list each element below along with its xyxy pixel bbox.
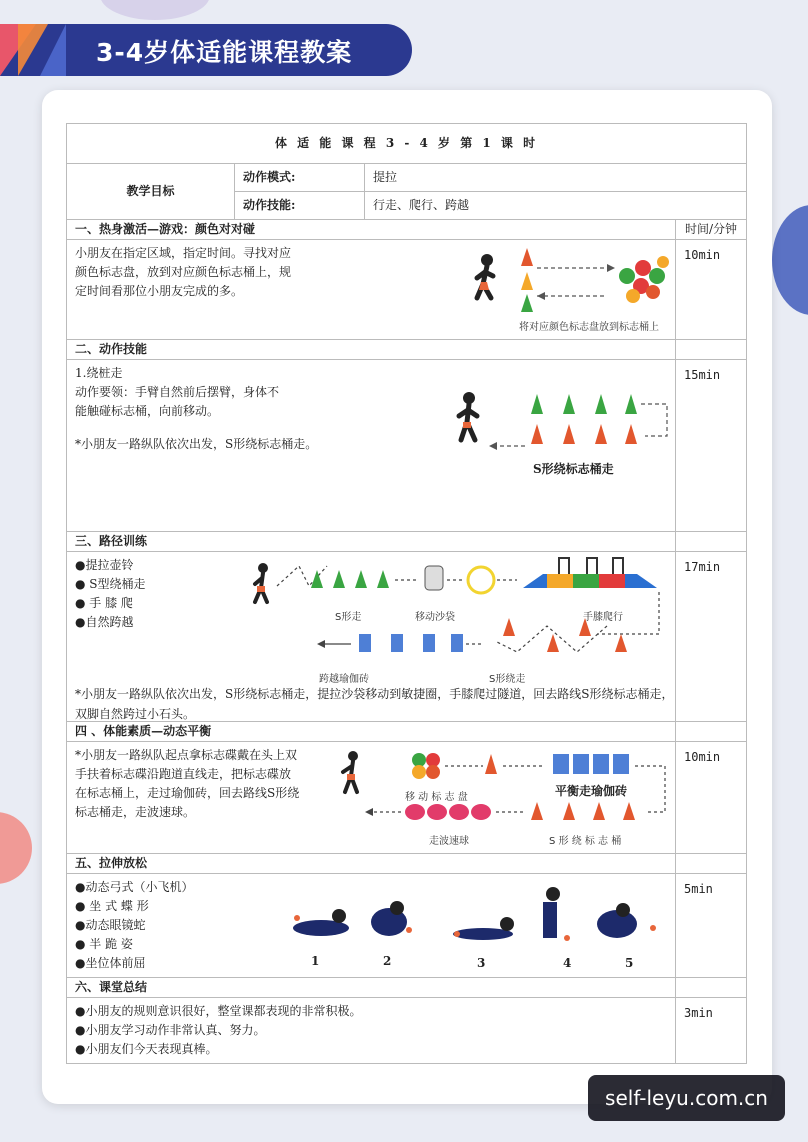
list-item: ●小朋友的规则意识很好，整堂课都表现的非常积极。 [75,1004,362,1018]
mode-value: 提拉 [365,164,747,192]
list-item: ●动态眼镜蛇 [75,918,146,932]
running-child-icon [343,751,358,792]
kettlebell-icon [425,566,443,590]
lesson-table [66,123,747,1064]
running-child-icon [477,254,493,298]
page-banner [0,24,412,76]
agility-ring-icon [468,567,494,593]
cone-icons [531,802,635,820]
lesson-title: 体 适 能 课 程 3 - 4 岁 第 1 课 时 [67,124,747,164]
stretch-pose-icon [293,887,637,940]
running-child-icon [459,392,477,440]
illustration-label: 手膝爬行 [583,612,623,623]
text-line: 颜色标志盘，放到对应颜色标志桶上，规 [75,265,292,279]
section-heading: 五、拉伸放松 [67,854,676,874]
section-note: *小朋友一路纵队依次出发，S形绕标志桶走，提拉沙袋移动到敏捷圈，手膝爬过隧道，回去路线S形绕标志桶走，双脚自然跨过小石头。 [75,687,674,721]
skill-label: 动作技能: [235,192,365,220]
pose-number: 2 [383,954,392,968]
text-line: *小朋友一路纵队依次出发，S形绕标志桶走。 [75,437,318,451]
section-body [67,240,676,340]
text-line: 在标志桶上，走过瑜伽砖，回去路线S形绕 [75,786,300,800]
color-match-illustration [457,246,677,318]
list-item: ●坐位体前屈 [75,956,146,970]
lesson-plan-sheet [66,123,746,1064]
watermark: self-leyu.com.cn [588,1075,785,1121]
illustration-label: 跨越瑜伽砖 [319,674,369,685]
list-item: ● 坐 式 蝶 形 [75,899,149,913]
section-body [67,998,676,1064]
list-item: ● 半 跪 姿 [75,937,133,951]
pose-number: 1 [311,954,320,968]
time-value: 5min [676,874,747,978]
illustration-label: 移动沙袋 [415,612,455,623]
running-child-icon [255,563,268,602]
list-item: ● S型绕桶走 [75,577,146,591]
time-value: 17min [676,552,747,722]
page-title: 3-4岁体适能课程教案 [96,38,353,67]
stretch-poses-illustration [277,878,667,952]
illustration-label: 平衡走瑜伽砖 [555,784,628,798]
illustration-label: S形走 [335,612,362,623]
text-line: 定时间看那位小朋友完成的多。 [75,284,244,298]
mode-label: 动作模式: [235,164,365,192]
decor-circle-right [772,205,808,315]
text-line: *小朋友一路纵队起点拿标志碟戴在头上双 [75,748,298,762]
yoga-block-icons [553,754,629,774]
decor-circle-top [100,0,210,20]
goal-label: 教学目标 [67,164,235,220]
illustration-label: S形绕走 [489,674,526,685]
section-body [67,742,676,854]
section-heading: 四 、体能素质—动态平衡 [67,722,676,742]
illustration-caption: 将对应颜色标志盘放到标志桶上 [519,322,659,333]
section-body [67,874,676,978]
text-line: 小朋友在指定区域，指定时间。寻找对应 [75,246,292,260]
pose-number: 5 [625,956,634,970]
time-header: 时间/分钟 [676,220,747,240]
list-item: ●自然跨越 [75,615,134,629]
slalom-illustration [455,384,675,460]
section-body [67,552,676,722]
illustration-label: S 形 绕 标 志 桶 [549,836,622,847]
time-value: 15min [676,360,747,532]
list-item: ●提拉壶铃 [75,558,134,572]
section-heading: 三、路径训练 [67,532,676,552]
text-line: 能触碰标志桶，向前移动。 [75,404,220,418]
text-line: 动作要领：手臂自然前后摆臂，身体不 [75,385,280,399]
marker-disc-icons [619,256,669,303]
cone-icons [521,248,533,312]
list-item: ●小朋友学习动作非常认真、努力。 [75,1023,266,1037]
list-item: ● 手 膝 爬 [75,596,133,610]
tunnel-icon [523,558,657,588]
section-heading: 六、课堂总结 [67,978,676,998]
decor-circle-left [0,812,32,884]
section-heading: 二、动作技能 [67,340,676,360]
section-body [67,360,676,532]
illustration-label: 走波速球 [429,836,469,847]
text-line: 标志桶走，走波速球。 [75,805,196,819]
section-heading: 一、热身激活—游戏：颜色对对碰 [67,220,676,240]
illustration-label: 移 动 标 志 盘 [405,792,468,803]
cone-icons [531,394,637,444]
yoga-block-icons [359,634,463,652]
time-value: 10min [676,240,747,340]
pose-number: 3 [477,956,486,970]
list-item: ●小朋友们今天表现真棒。 [75,1042,218,1056]
skill-value: 行走、爬行、跨越 [365,192,747,220]
illustration-caption: S形绕标志桶走 [533,462,614,476]
text-line: 手扶着标志碟沿跑道直线走，把标志碟放 [75,767,292,781]
pose-number: 4 [563,956,572,970]
marker-disc-icons [412,753,440,779]
time-value: 10min [676,742,747,854]
time-value: 3min [676,998,747,1064]
cone-icons [311,570,389,588]
text-line: 1.绕桩走 [75,366,123,380]
list-item: ●动态弓式（小飞机） [75,880,194,894]
